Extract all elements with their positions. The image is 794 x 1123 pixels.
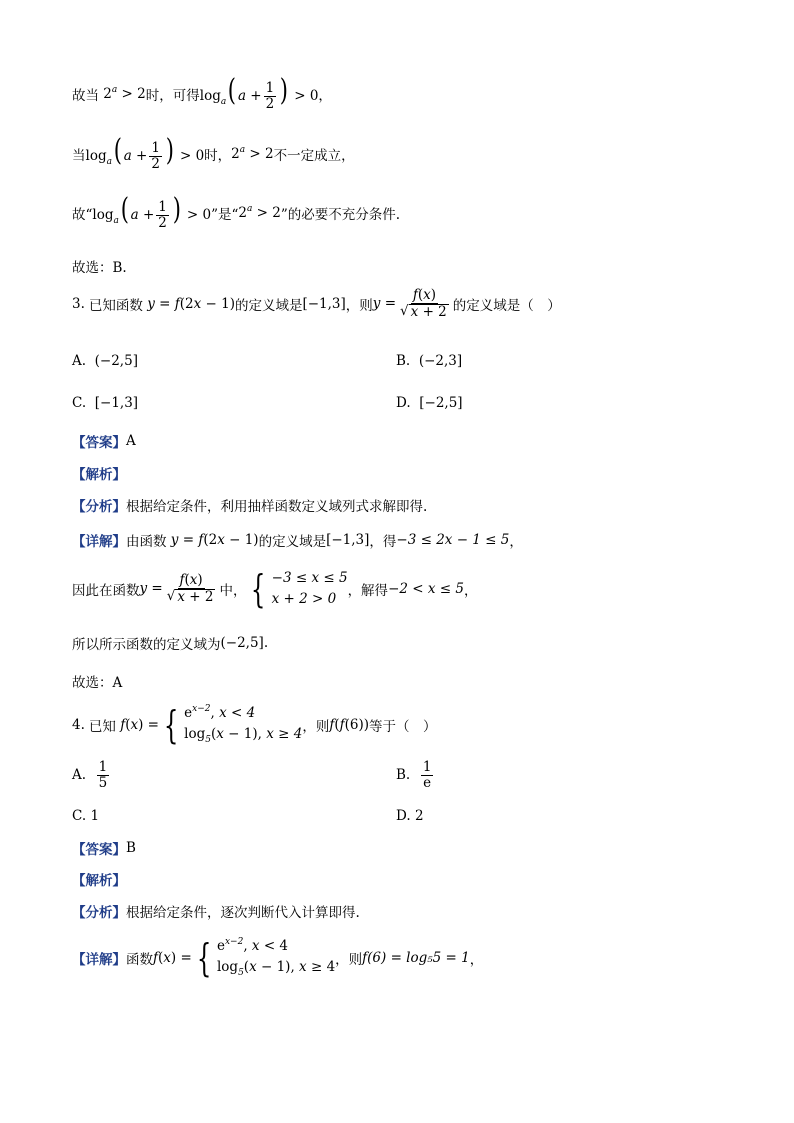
text: ，得 [369, 534, 397, 550]
math-case-2: x ≥ 4 [266, 725, 303, 742]
text: 由函数 [126, 534, 167, 550]
conclusion-line [72, 633, 268, 653]
text: ，则 [302, 719, 330, 736]
math-inequality: −3 ≤ 2x − 1 ≤ 5 [396, 532, 510, 548]
math-2a-gt-2: $2^a > 2$ [99, 85, 146, 103]
math-equation: f(6) = log₅5 = 1 [362, 950, 470, 967]
math-log-expr: $\log_a$( a + $\frac{1}{2}$ ) > 0 [92, 192, 212, 231]
math-fraction-f-sqrt: y = f(x) √ x + 2 [372, 287, 447, 320]
text: ， [509, 534, 523, 550]
text: 根据给定条件，利用抽样函数定义域列式求解即得. [126, 499, 428, 515]
option-value: 2 [414, 808, 424, 824]
option-b[interactable] [396, 760, 435, 791]
text: ，则 [345, 297, 373, 314]
text: 的定义域是（ ） [452, 297, 561, 314]
answer-choice-line: 故选：B. [72, 260, 127, 276]
option-a[interactable] [72, 760, 111, 791]
text: ”的必要不充分条件. [280, 206, 401, 223]
text-line-1 [72, 73, 332, 112]
brace-icon: { [251, 566, 266, 611]
text: 根据给定条件，逐次判断代入计算即得. [126, 905, 360, 921]
analysis-tag: 【分析】 [72, 499, 126, 515]
text: ， [469, 952, 484, 969]
text: 因此在函数 [72, 582, 140, 599]
option-value: (−2,5] [94, 353, 138, 369]
math-log-expr: $\log_a$( a + $\frac{1}{2}$ ) > 0 [85, 133, 205, 172]
text: ，则 [335, 952, 363, 969]
math-domain: [−1,3] [326, 532, 370, 548]
math-2a-gt-2: $2^a > 2$ [231, 145, 274, 163]
question-4 [72, 703, 437, 748]
math-piecewise: $e^{x-2}$, x < 4 $\log_5(x - 1)$, x ≥ 4 [216, 937, 336, 978]
text: . [263, 635, 269, 651]
math-log-expr: $\log_a$( a + $\frac{1}{2}$ ) > 0 [199, 73, 319, 112]
analysis-4 [72, 901, 360, 921]
text: 不一定成立， [273, 147, 355, 164]
option-label: D. [396, 808, 411, 824]
option-a[interactable] [72, 353, 138, 369]
option-value: (−2,3] [418, 353, 463, 369]
text: ，解得 [347, 582, 389, 599]
analysis-tag: 【分析】 [72, 905, 126, 921]
math-ff6: f(f(6)) [329, 717, 370, 734]
math-inequality: −2 < x ≤ 5 [388, 580, 464, 597]
question-number: 3. [72, 295, 85, 312]
math-2a-gt-2: $2^a > 2$ [238, 204, 281, 222]
text: 的定义域是 [234, 297, 303, 314]
answer-value: A [126, 433, 136, 449]
brace-icon: { [163, 703, 179, 748]
math-case-1: x < 4 [219, 705, 256, 721]
derivation-line [72, 568, 477, 610]
text: 故当 [72, 87, 99, 104]
option-label: C. [72, 808, 87, 824]
math-fraction-f-sqrt: y = f(x) √ x + 2 [139, 572, 214, 605]
answer-value: B [126, 840, 136, 856]
text: 中， [219, 582, 247, 599]
option-label: A. [72, 767, 87, 784]
option-label: A. [72, 353, 87, 369]
text: ， [463, 582, 478, 599]
option-label: B. [396, 353, 411, 369]
option-b[interactable] [396, 353, 462, 369]
option-d[interactable] [396, 395, 463, 411]
text: 所以所示函数的定义域为 [72, 637, 221, 653]
math-case-2: x + 2 > 0 [271, 590, 337, 607]
question-3 [72, 288, 561, 320]
detail-tag: 【详解】 [72, 534, 126, 550]
text-line-3 [72, 192, 401, 231]
option-fraction: $\frac{1}{5}$ [98, 759, 108, 791]
detail-4 [72, 936, 483, 981]
text: 的定义域是 [258, 534, 327, 550]
text-line-2 [72, 133, 355, 172]
answer-tag: 【答案】 [72, 842, 126, 858]
analysis-heading-4 [72, 869, 126, 889]
text: 时，可得 [145, 87, 200, 104]
detail-3 [72, 530, 523, 550]
math-fx: f(x) = [120, 717, 159, 734]
text: 已知函数 [88, 297, 143, 314]
option-label: C. [72, 395, 87, 411]
math-y-f2x-1: y = f(2x − 1) [147, 295, 235, 312]
text: 当 [72, 147, 86, 164]
text: ， [318, 87, 332, 104]
analysis-heading-3 [72, 463, 126, 483]
option-c[interactable] [72, 395, 138, 411]
option-value: 1 [90, 808, 100, 824]
text: 已知 [88, 719, 116, 736]
answer-tag: 【答案】 [72, 435, 126, 451]
text: 函数 [126, 952, 153, 969]
brace-icon: { [196, 936, 212, 981]
detail-tag: 【详解】 [72, 952, 126, 969]
math-domain: (−2,5] [220, 635, 264, 651]
option-label: D. [396, 395, 411, 411]
option-fraction: $\frac{1}{e}$ [422, 759, 432, 791]
math-y-f2x-1: y = f(2x − 1) [170, 532, 259, 548]
question-number: 4. [72, 717, 85, 734]
answer-choice-line: 故选：A [72, 675, 123, 691]
math-fx: f(x) = [153, 950, 192, 967]
text: ”是“ [211, 206, 239, 223]
text: 时， [204, 147, 232, 164]
answer-4 [72, 838, 136, 858]
math-domain: [−1,3] [302, 295, 346, 312]
math-piecewise: $e^{x-2}$, x < 4 $\log_5(x - 1)$, x ≥ 4 [184, 704, 303, 745]
math-case-1: −3 ≤ x ≤ 5 [271, 570, 348, 586]
analysis-tag: 【解析】 [72, 873, 126, 889]
text: 等于（ ） [369, 719, 437, 736]
option-value: [−2,5] [419, 395, 463, 411]
analysis-3 [72, 495, 427, 515]
text: 故“ [72, 206, 93, 223]
math-system [272, 568, 348, 610]
option-label: B. [396, 767, 411, 784]
option-d[interactable] [396, 808, 424, 824]
option-value: [−1,3] [94, 395, 139, 411]
analysis-tag: 【解析】 [72, 467, 126, 483]
option-c[interactable] [72, 808, 99, 824]
answer-3 [72, 431, 136, 451]
